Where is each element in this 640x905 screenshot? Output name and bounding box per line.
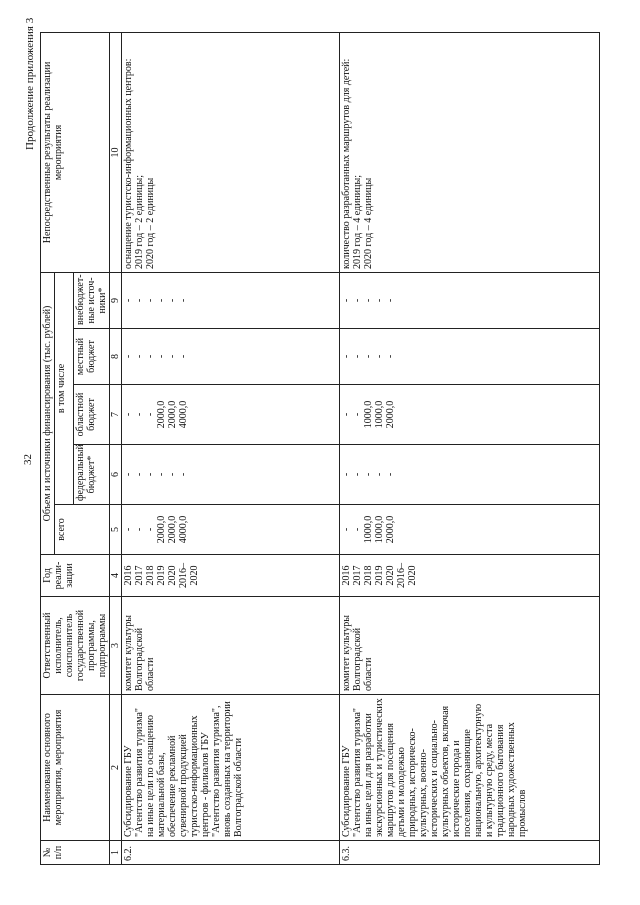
col-number: 9 (110, 272, 122, 328)
row-years: 2016 2017 2018 2019 2020 2016–2020 (340, 555, 600, 597)
page-number: 32 (22, 454, 34, 465)
header-year: Год реали-зации (41, 555, 110, 597)
column-numbers-row (110, 32, 122, 864)
row-extrabudget: - - - - - (340, 272, 600, 328)
row-local: - - - - - - (122, 329, 340, 385)
header-finance: Объем и источники финансирования (тыс. рублей) (41, 272, 55, 554)
col-number: 4 (110, 555, 122, 597)
row-name: Субсидирование ГБУ "Агентство развития туризма" на иные цели по оснащению материальной базы, обеспечение рекламной сувенирной продукцией туристско-информационных центров - филиалов ГБУ "Агентство развития туризма", вновь созданных на территории Волгоградской области (122, 695, 340, 841)
col-number: 1 (110, 841, 122, 865)
row-federal: - - - - - (340, 445, 600, 505)
row-result: оснащение туристско-информационных центров: 2019 год – 2 единицы; 2020 год – 2 единицы (122, 32, 340, 272)
col-number: 3 (110, 597, 122, 695)
row-name: Субсидирование ГБУ "Агентство развития туризма" на иные цели для разработки экскурсионных и туристических маршрутов для посещения детьми и молодежью природных, историческо-культурных, военно-исторических и социально-культурных объектов, включая исторические города и поселения, сохраняющие национальную, архитектурную и культурную среду, места традиционного бытования народных художественных промыслов (340, 695, 600, 841)
header-responsible: Ответственный исполнитель, соисполнитель государственной программы, подпрограммы (41, 597, 110, 695)
table-row (340, 32, 600, 864)
row-federal: - - - - - - (122, 445, 340, 505)
row-years: 2016 2017 2018 2019 2020 2016–2020 (122, 555, 340, 597)
col-number: 10 (110, 32, 122, 272)
header-extrabudget: внебюджет-ные источ-ники* (74, 272, 110, 328)
header-num: № п/п (41, 841, 110, 865)
col-number: 7 (110, 385, 122, 445)
col-number: 5 (110, 505, 122, 555)
col-number: 2 (110, 695, 122, 841)
row-total: - - - 2000,0 2000,0 4000,0 (122, 505, 340, 555)
row-regional: - - - 2000,0 2000,0 4000,0 (122, 385, 340, 445)
row-responsible: комитет культуры Волгоградской области (340, 597, 600, 695)
header-row-1 (41, 32, 55, 864)
continuation-label: Продолжение приложения 3 (24, 17, 36, 150)
budget-table (40, 32, 600, 865)
header-result: Непосредственные результаты реализации мероприятия (41, 32, 110, 272)
row-extrabudget: - - - - - - (122, 272, 340, 328)
header-local: местный бюджет (74, 329, 110, 385)
table-row (122, 32, 340, 864)
row-num: 6.2. (122, 841, 340, 865)
header-name: Наименование основного мероприятия, мероприятия (41, 695, 110, 841)
header-regional: областной бюджет (74, 385, 110, 445)
row-local: - - - - - (340, 329, 600, 385)
row-result: количество разработанных маршрутов для детей: 2019 год – 4 единицы; 2020 год – 4 единицы (340, 32, 600, 272)
col-number: 8 (110, 329, 122, 385)
row-responsible: комитет культуры Волгоградской области (122, 597, 340, 695)
row-total: - - 1000,0 1000,0 2000,0 (340, 505, 600, 555)
header-federal: федеральный бюджет* (74, 445, 110, 505)
row-num: 6.3. (340, 841, 600, 865)
col-number: 6 (110, 445, 122, 505)
header-total: всего (55, 505, 110, 555)
header-incl: в том числе (55, 272, 74, 504)
row-regional: - - 1000,0 1000,0 2000,0 (340, 385, 600, 445)
